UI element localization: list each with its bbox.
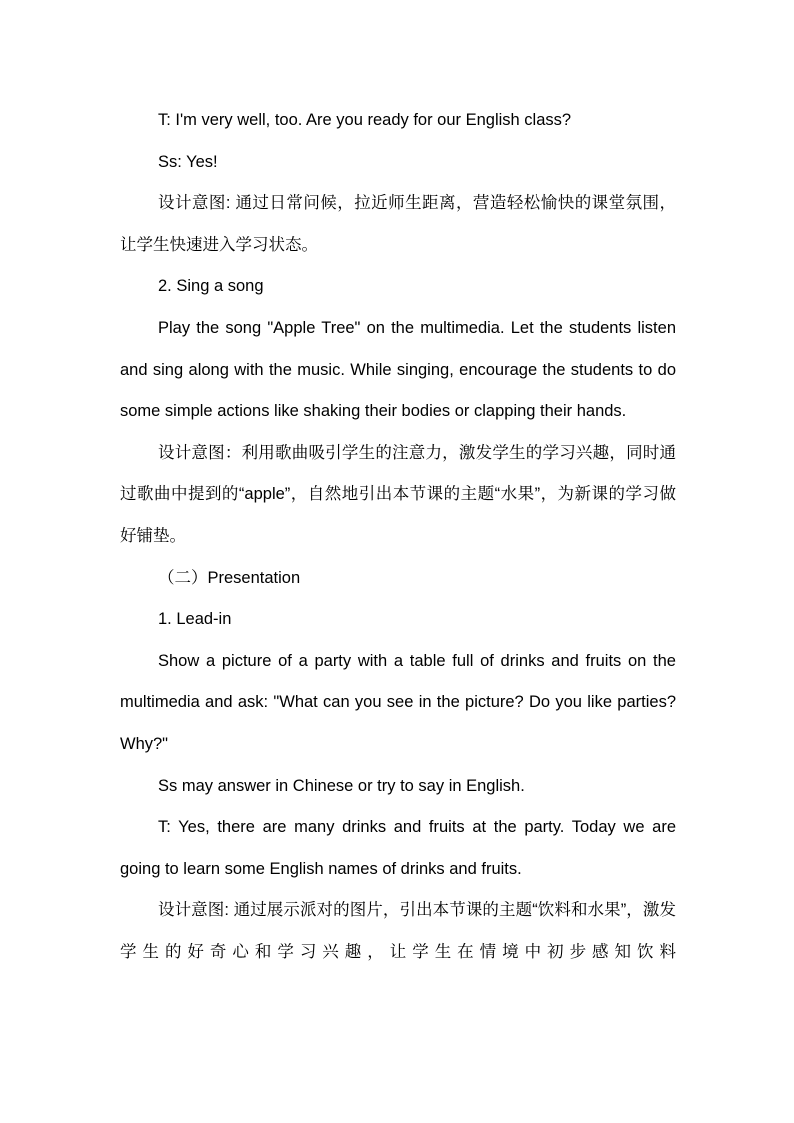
design-intent-greeting: 设计意图: 通过日常问候，拉近师生距离，营造轻松愉快的课堂氛围，让学生快速进入学习状态。 (120, 194, 676, 254)
lead-in-instructions: Show a picture of a party with a table full of drinks and fruits on the multimedia and ask: "What can you see in the picture? Do you like parties? Why?" (120, 651, 676, 753)
design-intent-lead-in: 设计意图: 通过展示派对的图片，引出本节课的主题“饮料和水果”，激发学生的好奇心和学习兴趣，让学生在情境中初步感知饮料 (120, 901, 676, 961)
dialogue-teacher-intro: T: Yes, there are many drinks and fruits at the party. Today we are going to learn some English names of drinks and fruits. (120, 818, 676, 878)
section-heading-presentation: （二）Presentation (158, 568, 301, 587)
step-heading-sing-a-song: 2. Sing a song (158, 277, 264, 296)
document-body (120, 100, 676, 973)
design-intent-song: 设计意图：利用歌曲吸引学生的注意力，激发学生的学习兴趣，同时通过歌曲中提到的“apple”，自然地引出本节课的主题“水果”，为新课的学习做好铺垫。 (120, 443, 676, 545)
step-heading-lead-in: 1. Lead-in (158, 610, 232, 629)
song-instructions: Play the song "Apple Tree" on the multimedia. Let the students listen and sing along with the music. While singing, encourage the students to do some simple actions like shaking their bodies or clapping their hands. (120, 318, 676, 421)
students-answer-note: Ss may answer in Chinese or try to say in English. (158, 776, 525, 795)
dialogue-teacher-greeting: T: I'm very well, too. Are you ready for our English class? (158, 111, 572, 129)
dialogue-students-reply: Ss: Yes! (158, 152, 218, 171)
